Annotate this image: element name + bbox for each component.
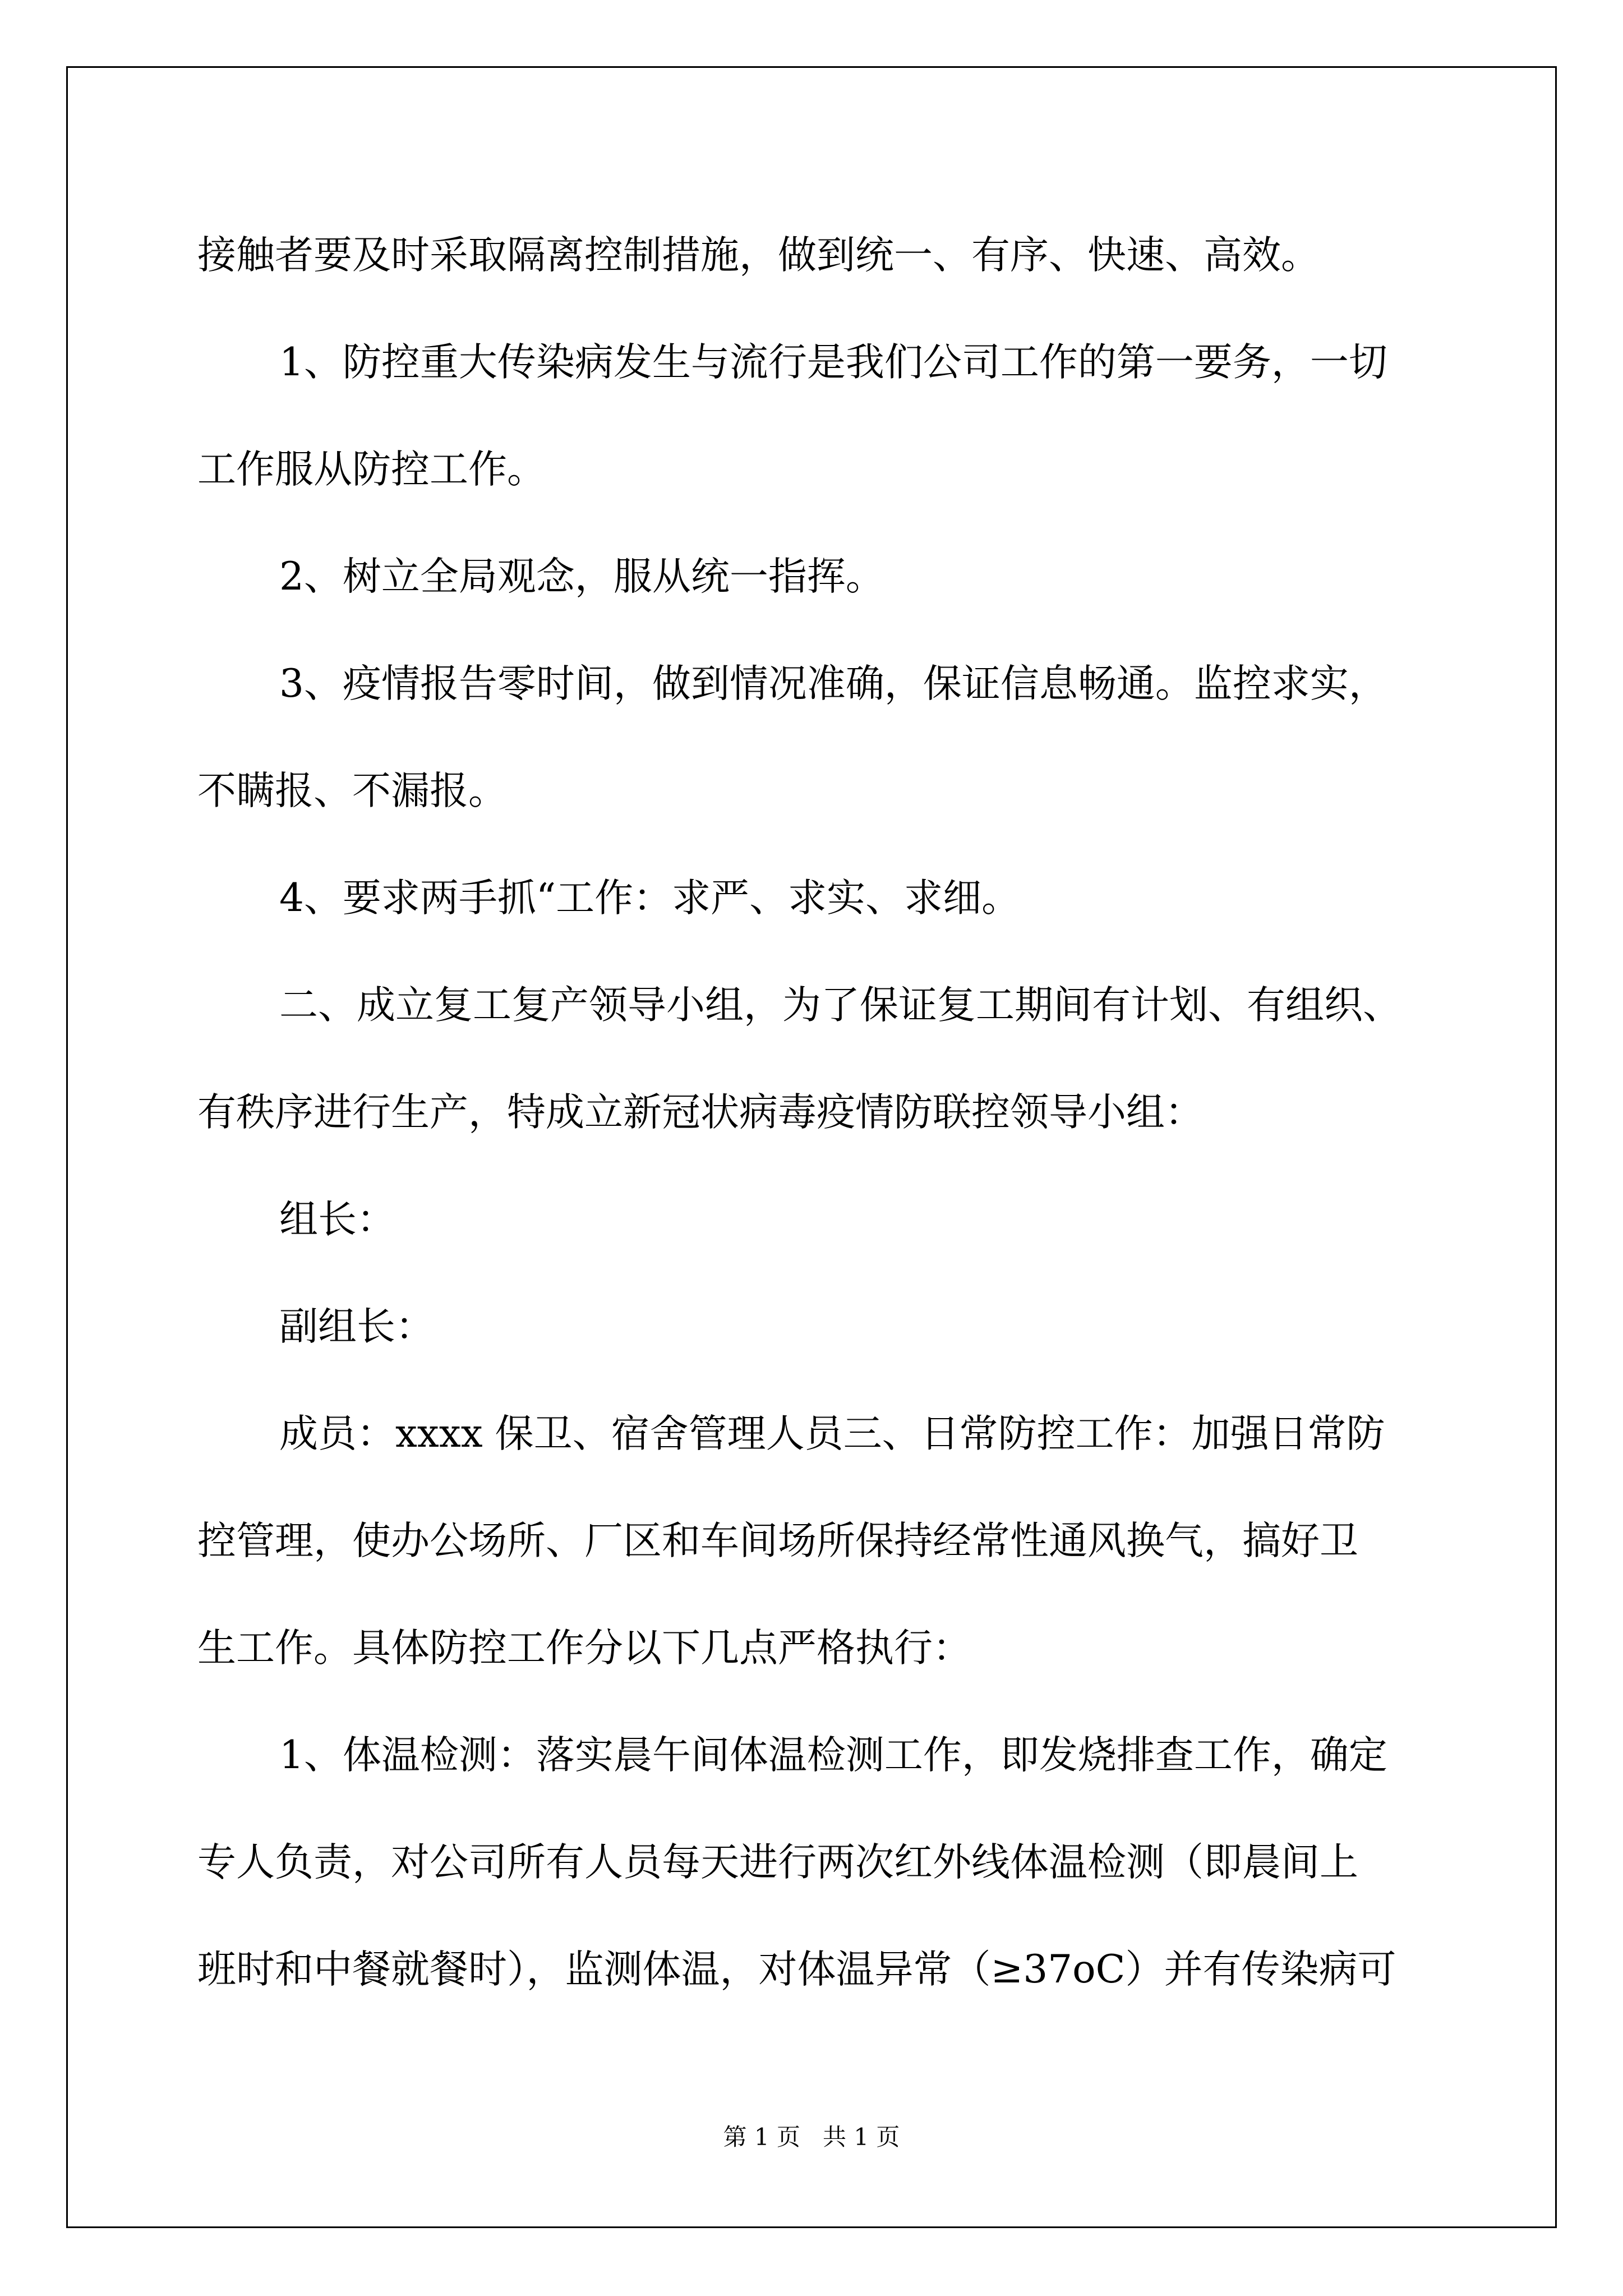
text-line: 组长： xyxy=(279,1197,395,1242)
text-line: 副组长： xyxy=(279,1304,434,1349)
text-line: 不瞒报、不漏报。 xyxy=(197,769,507,813)
text-line: 有秩序进行生产，特成立新冠状病毒疫情防联控领导小组： xyxy=(197,1090,1204,1135)
page-number: 第 1 页 xyxy=(723,2123,800,2151)
text-line: 2、树立全局观念，服从统一指挥。 xyxy=(279,554,884,599)
page-footer xyxy=(0,2120,1623,2154)
text-line: 成员：xxxx 保卫、宿舍管理人员三、日常防控工作：加强日常防 xyxy=(279,1411,1385,1456)
text-line: 1、防控重大传染病发生与流行是我们公司工作的第一要务，一切 xyxy=(279,340,1387,385)
page-total: 共 1 页 xyxy=(823,2123,900,2151)
text-line: 控管理，使办公场所、厂区和车间场所保持经常性通风换气，搞好卫 xyxy=(197,1519,1358,1563)
text-line: 工作服从防控工作。 xyxy=(197,447,546,492)
document-body xyxy=(197,202,1426,2023)
text-line: 接触者要及时采取隔离控制措施，做到统一、有序、快速、高效。 xyxy=(197,233,1320,278)
text-line: 4、要求两手抓“工作：求严、求实、求细。 xyxy=(279,876,1021,921)
text-line: 生工作。具体防控工作分以下几点严格执行： xyxy=(197,1626,971,1671)
text-line: 二、成立复工复产领导小组，为了保证复工期间有计划、有组织、 xyxy=(279,983,1401,1028)
text-line: 专人负责，对公司所有人员每天进行两次红外线体温检测（即晨间上 xyxy=(197,1840,1358,1885)
text-line: 1、体温检测：落实晨午间体温检测工作，即发烧排查工作，确定 xyxy=(279,1733,1387,1778)
text-line: 班时和中餐就餐时），监测体温，对体温异常（≥37oC）并有传染病可 xyxy=(197,1947,1396,1992)
text-line: 3、疫情报告零时间，做到情况准确，保证信息畅通。监控求实， xyxy=(279,661,1387,706)
